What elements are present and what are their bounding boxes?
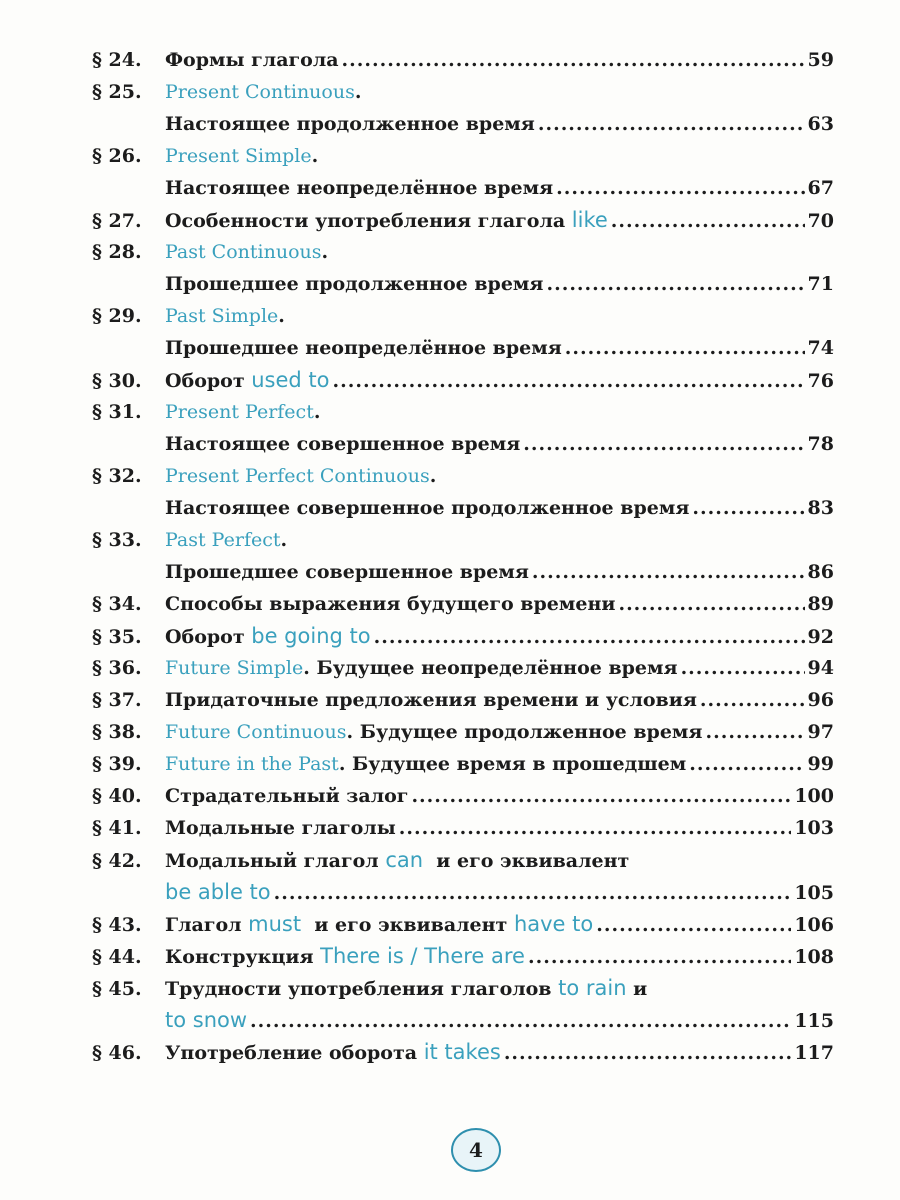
section-title-text: Способы выражения будущего времени	[165, 593, 616, 615]
page-reference: 99	[807, 753, 834, 775]
page-reference: 105	[794, 882, 834, 904]
page-reference: 59	[807, 49, 834, 71]
toc-line	[92, 748, 834, 780]
english-term: There is / There are	[320, 944, 525, 968]
dot-leader	[399, 812, 792, 844]
section-number: § 35.	[92, 626, 142, 648]
section-title-text: Оборот	[165, 370, 252, 392]
section-number: § 25.	[92, 81, 142, 103]
section-number: § 33.	[92, 529, 142, 551]
dot-leader	[705, 716, 804, 748]
toc-entry	[92, 76, 834, 140]
toc-entry	[92, 940, 834, 972]
toc-line	[92, 44, 834, 76]
toc-line	[92, 1004, 834, 1036]
toc-line	[92, 268, 834, 300]
english-term: Present Continuous	[165, 81, 355, 103]
toc-entry	[92, 204, 834, 236]
section-title-text: Оборот	[165, 626, 252, 648]
section-number: § 46.	[92, 1042, 142, 1064]
section-title-text: Настоящее неопределённое время	[165, 177, 554, 199]
section-number: § 45.	[92, 978, 142, 1000]
toc-line	[92, 140, 834, 172]
section-number: § 38.	[92, 721, 142, 743]
section-title-text: Придаточные предложения времени и условия	[165, 689, 697, 711]
section-number: § 41.	[92, 817, 142, 839]
section-number: § 34.	[92, 593, 142, 615]
section-number: § 24.	[92, 49, 142, 71]
section-title-text: Глагол	[165, 914, 249, 936]
toc-line	[92, 556, 834, 588]
section-number: § 39.	[92, 753, 142, 775]
toc-line	[92, 972, 834, 1004]
english-term: Present Simple	[165, 145, 312, 167]
section-number: § 37.	[92, 689, 142, 711]
page-reference: 97	[807, 721, 834, 743]
toc-entry	[92, 524, 834, 588]
toc-line	[92, 716, 834, 748]
toc-entry	[92, 396, 834, 460]
section-title-text: .	[354, 81, 362, 103]
page-number-badge	[451, 1128, 501, 1172]
english-term: can	[385, 848, 424, 872]
section-title-text: .	[429, 465, 437, 487]
toc-line	[92, 172, 834, 204]
page-reference: 67	[807, 177, 834, 199]
page-reference: 78	[807, 433, 834, 455]
dot-leader	[689, 748, 804, 780]
dot-leader	[528, 941, 791, 973]
toc-entry	[92, 1036, 834, 1068]
toc-entry	[92, 908, 834, 940]
toc-line	[92, 844, 834, 876]
page-reference: 106	[794, 914, 834, 936]
toc-entry	[92, 652, 834, 684]
dot-leader	[523, 428, 804, 460]
page-reference: 86	[807, 561, 834, 583]
dot-leader	[611, 205, 805, 237]
english-term: Past Continuous	[165, 241, 322, 263]
toc-line	[92, 236, 834, 268]
dot-leader	[342, 44, 805, 76]
toc-entry	[92, 236, 834, 300]
toc-entry	[92, 44, 834, 76]
dot-leader	[692, 492, 804, 524]
page-reference: 63	[807, 113, 834, 135]
section-number: § 29.	[92, 305, 142, 327]
page-reference: 76	[807, 370, 834, 392]
page-reference: 115	[794, 1010, 834, 1032]
section-number: § 42.	[92, 850, 142, 872]
toc-line	[92, 364, 834, 396]
section-number: § 26.	[92, 145, 142, 167]
dot-leader	[618, 588, 804, 620]
toc-entry	[92, 588, 834, 620]
section-title-text: Прошедшее неопределённое время	[165, 337, 562, 359]
toc-line	[92, 460, 834, 492]
english-term: Future in the Past	[165, 753, 339, 775]
dot-leader	[538, 108, 805, 140]
section-title-text: Прошедшее продолженное время	[165, 273, 544, 295]
english-term: must	[248, 912, 302, 936]
toc-entry	[92, 460, 834, 524]
toc-entry	[92, 716, 834, 748]
section-title-text: .	[278, 305, 285, 327]
toc-entry	[92, 844, 834, 908]
section-title-text: Формы глагола	[165, 49, 339, 71]
page-reference: 100	[794, 785, 834, 807]
english-term: Present Perfect Continuous	[165, 465, 430, 487]
toc-entry	[92, 684, 834, 716]
section-title-text: Настоящее продолженное время	[165, 113, 535, 135]
section-title-text: и его эквивалент	[423, 850, 630, 872]
toc-line	[92, 812, 834, 844]
page-reference: 94	[807, 657, 834, 679]
toc-line	[92, 620, 834, 652]
section-number: § 44.	[92, 946, 142, 968]
page-reference: 96	[807, 689, 834, 711]
english-term: have to	[513, 912, 594, 936]
page-reference: 92	[807, 626, 834, 648]
dot-leader	[681, 652, 805, 684]
english-term: Future Simple	[165, 657, 304, 679]
dot-leader	[596, 909, 791, 941]
dot-leader	[565, 332, 805, 364]
section-title-text: Употребление оборота	[165, 1042, 424, 1064]
section-title-text: . Будущее продолженное время	[346, 721, 703, 743]
toc-entry	[92, 812, 834, 844]
section-title-text: Настоящее совершенное продолженное время	[165, 497, 690, 519]
section-title-text: Модальный глагол	[165, 850, 386, 872]
toc-entry	[92, 300, 834, 364]
section-title-text: Особенности употребления глагола	[165, 210, 572, 232]
toc-line	[92, 1036, 834, 1068]
toc-entry	[92, 620, 834, 652]
toc-line	[92, 652, 834, 684]
section-title-text: Прошедшее совершенное время	[165, 561, 529, 583]
english-term: Past Simple	[165, 305, 279, 327]
section-title-text: .	[280, 529, 288, 551]
section-title-text: . Будущее неопределённое время	[303, 657, 678, 679]
toc-line	[92, 108, 834, 140]
toc-entry	[92, 972, 834, 1036]
section-title-text: Трудности употребления глаголов	[165, 978, 559, 1000]
page-reference: 71	[807, 273, 834, 295]
toc-line	[92, 524, 834, 556]
section-title-text: и его эквивалент	[301, 914, 514, 936]
dot-leader	[700, 684, 805, 716]
dot-leader	[556, 172, 804, 204]
section-number: § 27.	[92, 210, 142, 232]
toc-line	[92, 204, 834, 236]
dot-leader	[274, 877, 792, 909]
table-of-contents	[92, 44, 834, 1068]
dot-leader	[374, 621, 805, 653]
english-term: it takes	[423, 1040, 501, 1064]
section-title-text: Настоящее совершенное время	[165, 433, 521, 455]
page-reference: 108	[794, 946, 834, 968]
toc-line	[92, 396, 834, 428]
page-reference: 103	[794, 817, 834, 839]
section-number: § 43.	[92, 914, 142, 936]
dot-leader	[333, 365, 805, 397]
toc-line	[92, 940, 834, 972]
section-number: § 31.	[92, 401, 142, 423]
section-title-text: .	[311, 145, 319, 167]
page-reference: 74	[807, 337, 834, 359]
section-number: § 28.	[92, 241, 142, 263]
section-title-text: и	[626, 978, 648, 1000]
toc-line	[92, 876, 834, 908]
toc-entry	[92, 780, 834, 812]
toc-entry	[92, 748, 834, 780]
section-title-text: Страдательный залог	[165, 785, 409, 807]
section-title-text: .	[321, 241, 329, 263]
english-term: Future Continuous	[165, 721, 347, 743]
toc-line	[92, 780, 834, 812]
toc-entry	[92, 364, 834, 396]
english-term: be able to	[165, 880, 271, 904]
page-reference: 70	[807, 210, 834, 232]
page-reference: 83	[807, 497, 834, 519]
page-number: 4	[469, 1138, 483, 1162]
toc-line	[92, 332, 834, 364]
section-title-text: . Будущее время в прошедшем	[338, 753, 687, 775]
section-number: § 30.	[92, 370, 142, 392]
toc-line	[92, 76, 834, 108]
toc-line	[92, 908, 834, 940]
dot-leader	[411, 780, 791, 812]
dot-leader	[546, 268, 804, 300]
dot-leader	[504, 1037, 792, 1069]
section-title-text: Модальные глаголы	[165, 817, 396, 839]
section-number: § 32.	[92, 465, 142, 487]
toc-line	[92, 588, 834, 620]
toc-line	[92, 428, 834, 460]
english-term: used to	[251, 368, 330, 392]
section-number: § 36.	[92, 657, 142, 679]
section-number: § 40.	[92, 785, 142, 807]
section-title-text: .	[313, 401, 321, 423]
english-term: to snow	[165, 1008, 248, 1032]
toc-line	[92, 492, 834, 524]
english-term: like	[571, 208, 608, 232]
toc-line	[92, 684, 834, 716]
page-reference: 89	[807, 593, 834, 615]
page-reference: 117	[794, 1042, 834, 1064]
toc-entry	[92, 140, 834, 204]
section-title-text: Конструкция	[165, 946, 321, 968]
toc-line	[92, 300, 834, 332]
english-term: to rain	[558, 976, 627, 1000]
dot-leader	[250, 1005, 791, 1037]
english-term: Past Perfect	[165, 529, 281, 551]
english-term: Present Perfect	[165, 401, 314, 423]
english-term: be going to	[251, 624, 371, 648]
dot-leader	[532, 556, 805, 588]
